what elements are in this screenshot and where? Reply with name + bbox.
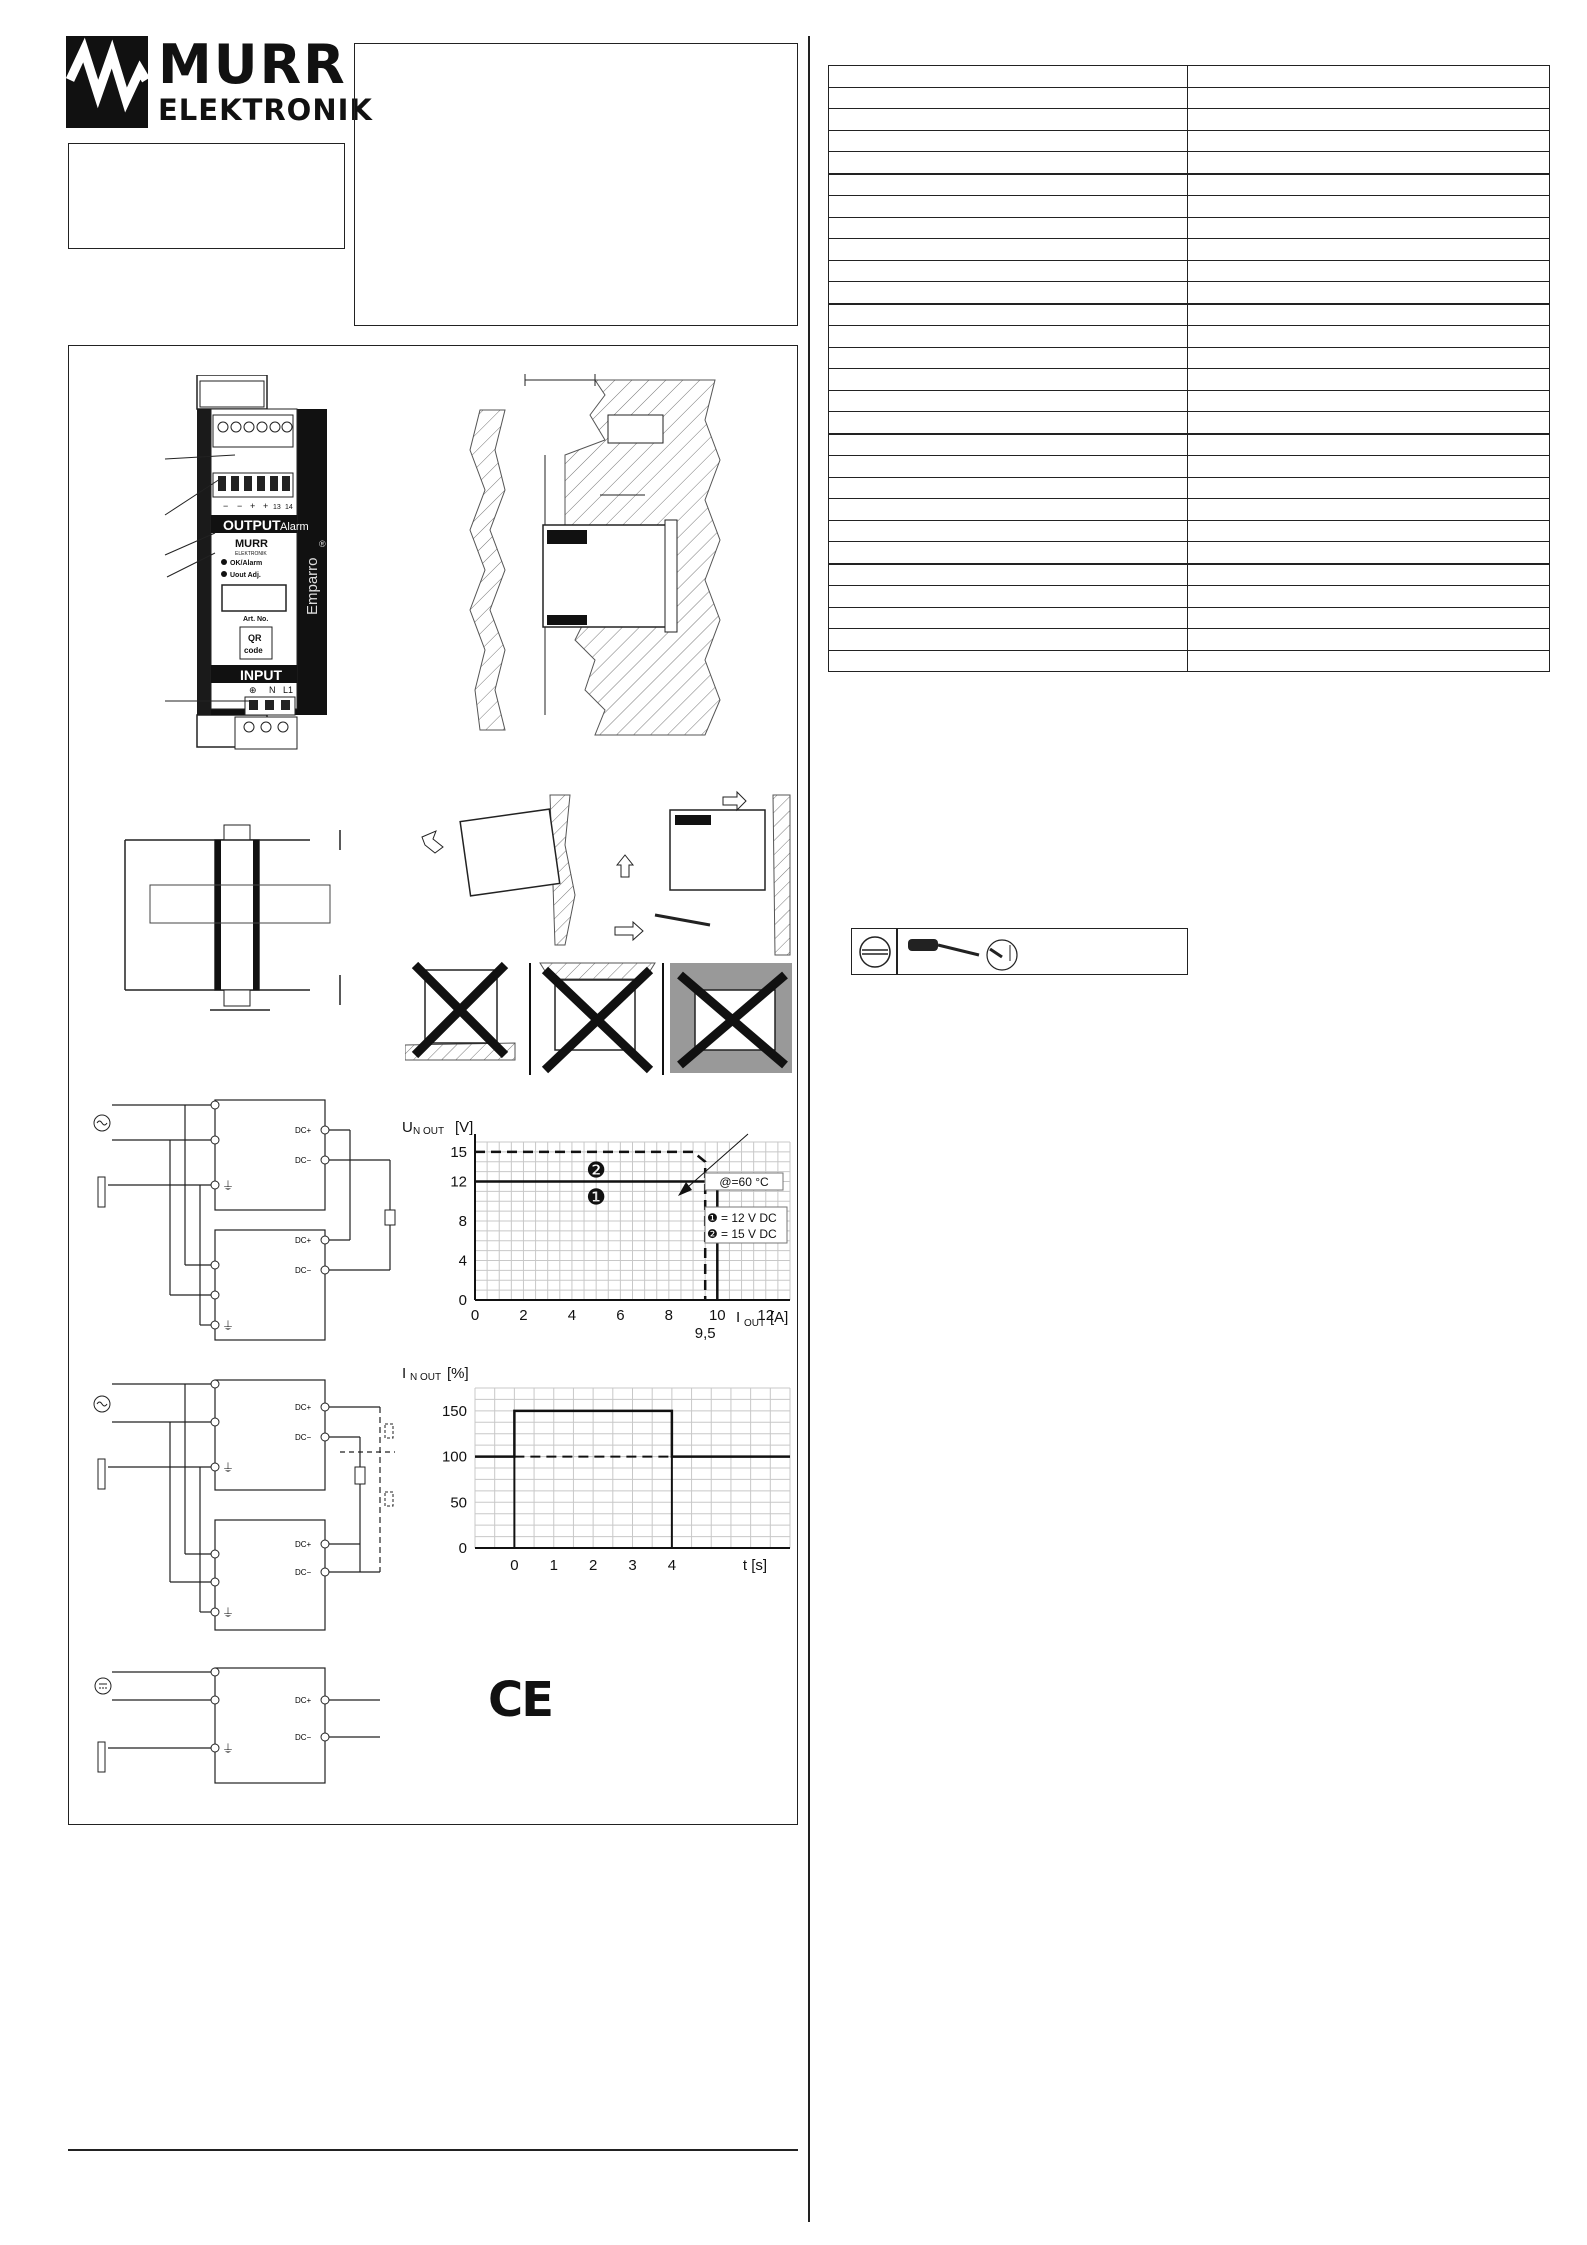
y-tick-label: 8 <box>458 1213 467 1230</box>
spec-label-cell <box>829 434 1188 456</box>
spec-row <box>829 326 1550 348</box>
spec-label-cell <box>829 326 1188 348</box>
spec-row <box>829 260 1550 282</box>
spec-label-cell <box>829 87 1188 109</box>
y-axis-label-unit: [%] <box>447 1365 469 1382</box>
spec-row <box>829 434 1550 456</box>
svg-text:DC+: DC+ <box>295 1403 312 1412</box>
svg-text:DC−: DC− <box>295 1733 312 1742</box>
spec-row <box>829 174 1550 196</box>
spec-row <box>829 477 1550 499</box>
spec-label-cell <box>829 477 1188 499</box>
svg-text:DC+: DC+ <box>295 1696 312 1705</box>
ok-alarm-led-icon <box>221 559 227 565</box>
wiring-diagram-series <box>90 1085 430 1350</box>
svg-text:®: ® <box>319 539 326 549</box>
spec-label-cell <box>829 196 1188 218</box>
wiring-diagram-parallel <box>90 1372 430 1642</box>
spec-value-cell <box>1187 109 1550 131</box>
y-tick-label: 12 <box>450 1173 467 1191</box>
series-name: Emparro <box>304 557 321 615</box>
output-label: OUTPUT <box>223 517 281 533</box>
spec-label-cell <box>829 390 1188 412</box>
spec-value-cell <box>1187 130 1550 152</box>
spec-row <box>829 304 1550 326</box>
voltage-adjust-potentiometer-icon <box>221 571 227 577</box>
output-current-chart <box>400 1360 800 1590</box>
spec-row <box>829 650 1550 672</box>
spec-label-cell <box>829 586 1188 608</box>
spec-value-cell <box>1187 520 1550 542</box>
x-tick-label: 2 <box>588 1557 598 1574</box>
annotation-arrowhead <box>678 1182 692 1196</box>
svg-text:⏚: ⏚ <box>222 1319 235 1333</box>
ok-alarm-label: OK/Alarm <box>230 560 263 567</box>
x-tick-label: 0 <box>510 1557 519 1574</box>
y-tick-label: 100 <box>441 1448 467 1466</box>
output-voltage-chart <box>400 1112 800 1352</box>
spec-value-cell <box>1187 390 1550 412</box>
spec-row <box>829 87 1550 109</box>
screwdriver-info-box <box>851 928 1188 975</box>
terminal-strip-icon <box>98 1177 105 1207</box>
spec-value-cell <box>1187 456 1550 478</box>
y-tick-label: 150 <box>441 1402 467 1420</box>
label-window <box>222 585 286 611</box>
spec-row <box>829 542 1550 564</box>
ground-icon: ⏚ <box>222 1179 235 1193</box>
svg-text:DC−: DC− <box>295 1433 312 1442</box>
footer-rule <box>68 2149 798 2151</box>
spec-row <box>829 152 1550 174</box>
spec-label-cell <box>829 282 1188 304</box>
svg-text:−: − <box>237 501 243 511</box>
product-label-box <box>68 143 345 249</box>
spec-value-cell <box>1187 412 1550 434</box>
spec-label-cell <box>829 174 1188 196</box>
spec-label-cell <box>829 607 1188 629</box>
x-tick-label-extra: 9,5 <box>694 1325 716 1342</box>
y-axis-label: U <box>402 1119 413 1136</box>
spec-label-cell <box>829 152 1188 174</box>
incorrect-mounting-1 <box>405 965 515 1060</box>
y-axis-label-sub: N OUT <box>413 1126 445 1137</box>
incorrect-mounting-3 <box>670 963 792 1073</box>
spec-row <box>829 586 1550 608</box>
svg-text:⏚: ⏚ <box>222 1461 235 1475</box>
y-axis-label: I <box>402 1365 407 1382</box>
legend-entry-1: = 12 V DC <box>721 1211 777 1225</box>
device-front-view <box>145 375 385 755</box>
svg-text:+: + <box>263 501 269 511</box>
svg-text:+: + <box>250 501 256 511</box>
dc-minus-label: DC− <box>295 1156 312 1165</box>
murr-logo-mark-icon <box>66 36 148 128</box>
spec-value-cell <box>1187 650 1550 672</box>
spec-label-cell <box>829 109 1188 131</box>
spec-value-cell <box>1187 304 1550 326</box>
spec-row <box>829 239 1550 261</box>
x-tick-label: 10 <box>708 1307 726 1324</box>
column-separator <box>808 36 810 2222</box>
spec-value-cell <box>1187 326 1550 348</box>
spec-value-cell <box>1187 260 1550 282</box>
legend-marker-1: ❶ <box>707 1211 718 1225</box>
input-terminal-pe: ⊕ <box>249 685 257 695</box>
spec-row <box>829 499 1550 521</box>
spec-value-cell <box>1187 586 1550 608</box>
spec-value-cell <box>1187 174 1550 196</box>
spec-value-cell <box>1187 434 1550 456</box>
input-terminal-n: N <box>269 685 276 695</box>
spec-value-cell <box>1187 629 1550 651</box>
spec-label-cell <box>829 260 1188 282</box>
svg-text:⏚: ⏚ <box>222 1742 235 1756</box>
y-axis-label-sub: N OUT <box>410 1372 442 1383</box>
device-logo: MURR <box>235 538 268 550</box>
temperature-note: @=60 °C <box>719 1175 769 1189</box>
terminal-strip-icon <box>98 1742 105 1772</box>
spec-label-cell <box>829 650 1188 672</box>
svg-text:DC−: DC− <box>295 1568 312 1577</box>
wiring-diagram-dc-input <box>90 1660 390 1815</box>
spec-label-cell <box>829 369 1188 391</box>
x-tick-label: 4 <box>567 1307 577 1324</box>
spec-label-cell <box>829 629 1188 651</box>
x-tick-label: 0 <box>470 1307 480 1324</box>
svg-text:14: 14 <box>285 504 293 511</box>
spec-label-cell <box>829 347 1188 369</box>
spec-value-cell <box>1187 239 1550 261</box>
incorrect-mounting-2 <box>540 963 655 1070</box>
uout-adjust-label: Uout Adj. <box>230 572 261 579</box>
spec-label-cell <box>829 130 1188 152</box>
spec-value-cell <box>1187 66 1550 88</box>
y-tick-label: 50 <box>450 1494 467 1512</box>
screwdriver-icon <box>904 931 1034 973</box>
series-15v-marker: ❷ <box>586 1157 607 1183</box>
y-tick-label: 4 <box>458 1252 467 1270</box>
spec-value-cell <box>1187 542 1550 564</box>
spec-label-cell <box>829 412 1188 434</box>
spec-row <box>829 607 1550 629</box>
brand-subname: ELEKTRONIK <box>158 93 373 127</box>
spec-label-cell <box>829 456 1188 478</box>
svg-text:⏚: ⏚ <box>222 1606 235 1620</box>
description-box <box>354 43 798 326</box>
y-tick-label: 0 <box>458 1292 467 1309</box>
spec-value-cell <box>1187 347 1550 369</box>
murr-logo <box>66 33 373 128</box>
spec-value-cell <box>1187 87 1550 109</box>
load-resistor-icon <box>355 1467 365 1484</box>
spec-row <box>829 412 1550 434</box>
svg-text:DC+: DC+ <box>295 1540 312 1549</box>
spec-row <box>829 66 1550 88</box>
spec-value-cell <box>1187 499 1550 521</box>
spec-label-cell <box>829 217 1188 239</box>
spec-row <box>829 196 1550 218</box>
dc-plus-label: DC+ <box>295 1126 312 1135</box>
technical-data-table <box>828 65 1550 672</box>
terminal-strip-icon <box>98 1459 105 1489</box>
spec-label-cell <box>829 499 1188 521</box>
spec-row <box>829 564 1550 586</box>
x-tick-label: 6 <box>616 1307 625 1324</box>
x-axis-label-unit: [A] <box>770 1309 789 1326</box>
x-tick-label: 8 <box>664 1307 674 1324</box>
input-terminal-l1: L1 <box>283 685 294 695</box>
spec-label-cell <box>829 304 1188 326</box>
svg-text:DC+: DC+ <box>295 1236 312 1245</box>
x-tick-label: 3 <box>628 1557 637 1574</box>
spec-value-cell <box>1187 477 1550 499</box>
spec-value-cell <box>1187 369 1550 391</box>
x-tick-label: 1 <box>549 1557 558 1574</box>
spec-value-cell <box>1187 217 1550 239</box>
y-tick-label: 0 <box>458 1540 467 1557</box>
spec-label-cell <box>829 66 1188 88</box>
spec-value-cell <box>1187 564 1550 586</box>
y-tick-label: 15 <box>450 1143 467 1161</box>
svg-text:ELEKTRONIK: ELEKTRONIK <box>235 551 267 557</box>
mounting-clearance-drawing <box>465 360 765 750</box>
spec-row <box>829 282 1550 304</box>
spec-label-cell <box>829 542 1188 564</box>
legend-marker-2: ❷ <box>707 1227 718 1241</box>
slotted-screw-icon <box>858 935 892 969</box>
mounting-steps-drawing <box>405 785 795 1085</box>
spec-label-cell <box>829 564 1188 586</box>
spec-label-cell <box>829 520 1188 542</box>
ce-mark: CE <box>488 1672 553 1728</box>
alarm-label: Alarm <box>280 521 309 533</box>
dimension-drawing <box>110 790 390 1030</box>
spec-row <box>829 109 1550 131</box>
output-terminal-labels: − <box>223 501 229 511</box>
spec-row <box>829 629 1550 651</box>
art-no-label: Art. No. <box>243 616 269 623</box>
spec-row <box>829 369 1550 391</box>
spec-label-cell <box>829 239 1188 261</box>
input-label: INPUT <box>240 667 282 683</box>
spec-value-cell <box>1187 196 1550 218</box>
svg-text:13: 13 <box>273 504 281 511</box>
x-axis-label: I <box>736 1309 741 1326</box>
qr-label: QR <box>248 633 262 643</box>
y-axis-label-unit: [V] <box>455 1119 474 1136</box>
brand-name: MURR <box>158 33 347 96</box>
x-axis-label: t [s] <box>742 1557 768 1574</box>
legend-entry-2: = 15 V DC <box>721 1227 777 1241</box>
svg-text:DC−: DC− <box>295 1266 312 1275</box>
spec-row <box>829 390 1550 412</box>
x-tick-label: 4 <box>667 1557 677 1574</box>
spec-row <box>829 347 1550 369</box>
spec-row <box>829 520 1550 542</box>
dc-source-icon <box>95 1678 111 1694</box>
spec-value-cell <box>1187 152 1550 174</box>
svg-text:code: code <box>244 646 263 655</box>
series-12v-marker: ❶ <box>586 1184 607 1210</box>
spec-value-cell <box>1187 282 1550 304</box>
x-tick-label: 2 <box>519 1307 528 1324</box>
load-resistor-icon <box>385 1210 395 1225</box>
spec-row <box>829 456 1550 478</box>
x-axis-label-sub: OUT <box>744 1318 766 1329</box>
spec-row <box>829 130 1550 152</box>
spec-value-cell <box>1187 607 1550 629</box>
spec-row <box>829 217 1550 239</box>
x-tick-label: 12 <box>757 1307 775 1324</box>
